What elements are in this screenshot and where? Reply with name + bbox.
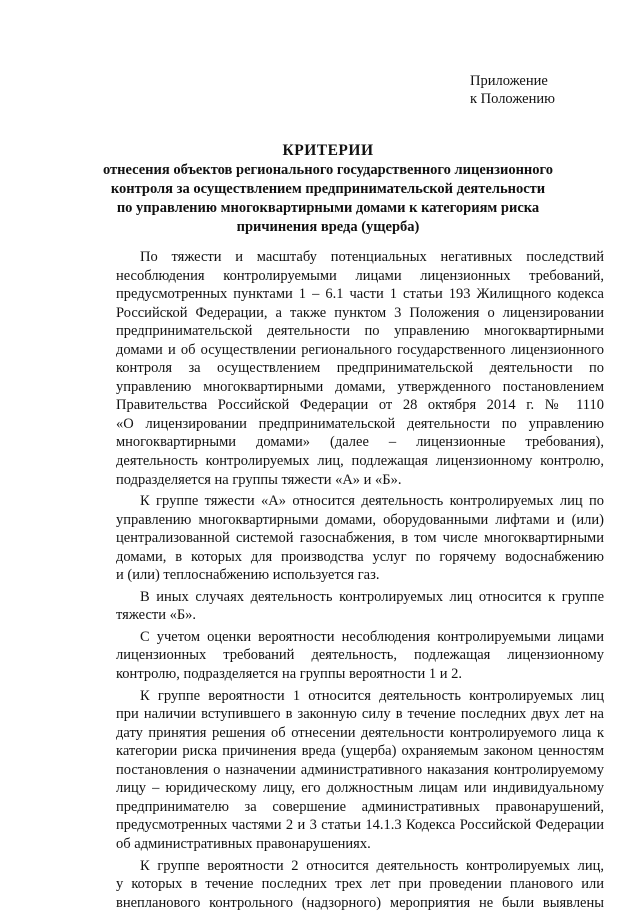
paragraph-line: подразделяется на группы тяжести «А» и «Б». (116, 471, 402, 488)
paragraph-line: домами и об осуществлении регионального государственного лицензионного (116, 341, 604, 358)
appendix-line-1: Приложение (470, 73, 548, 89)
paragraph-line: многоквартирными домами» (далее – лицензионные требования), (116, 434, 604, 451)
paragraph-line: и (или) теплоснабжению используется газ. (116, 567, 380, 584)
paragraph (116, 687, 604, 854)
paragraph-line: при наличии вступившего в законную силу в течение последних двух лет на (116, 706, 604, 723)
paragraph-line: предусмотренных частями 2 и 3 статьи 14.1.3 Кодекса Российской Федерации (116, 817, 604, 834)
paragraph-line: К группе тяжести «А» относится деятельность контролируемых лиц по (140, 493, 604, 510)
paragraph-line: внепланового контрольного (надзорного) мероприятия не были выявлены (116, 894, 604, 911)
paragraph-line: лицензионных требований деятельность, подлежащая лицензионному (116, 647, 604, 664)
paragraph-line: об административных правонарушениях. (116, 835, 371, 852)
document-title: КРИТЕРИИ (282, 142, 374, 159)
subtitle-line: по управлению многоквартирными домами к категориям риска (116, 200, 540, 216)
paragraph-line: тяжести «Б». (116, 607, 197, 624)
paragraph-line: дату принятия решения об отнесении деятельности контролируемого лица к (116, 724, 604, 741)
paragraph (116, 248, 604, 489)
paragraph-line: предусмотренных пунктами 1 – 6.1 части 1 статьи 193 Жилищного кодекса (116, 286, 604, 303)
subtitle-line: контроля за осуществлением предпринимательской деятельности (110, 181, 546, 197)
paragraph-line: К группе вероятности 2 относится деятельность контролируемых лиц, (140, 857, 604, 874)
paragraph-line: К группе вероятности 1 относится деятельность контролируемых лиц (140, 687, 604, 704)
subtitle-line: отнесения объектов регионального государственного лицензионного (102, 162, 554, 178)
paragraph (116, 588, 604, 625)
paragraph-line: у которых в течение последних трех лет при проведении планового или (116, 876, 604, 893)
paragraph (116, 628, 604, 684)
paragraph-line: централизованной системой газоснабжения, в том числе многоквартирными (116, 530, 604, 547)
paragraph-line: предпринимателю за совершение административных правонарушений, (116, 798, 604, 815)
paragraph-line: лицу – юридическому лицу, его должностным лицам или индивидуальному (116, 780, 604, 797)
paragraph-line: По тяжести и масштабу потенциальных негативных последствий (140, 249, 604, 265)
paragraph-line: Российской Федерации, а также пунктом 3 Положения о лицензировании (116, 304, 604, 321)
paragraph-line: «О лицензировании предпринимательской деятельности по управлению (116, 415, 604, 432)
document-subtitle (100, 161, 556, 237)
subtitle-line: причинения вреда (ущерба) (236, 219, 420, 235)
paragraph-line: постановления о назначении административного наказания контролируемому (116, 761, 604, 778)
paragraph-line: контроля за осуществлением предпринимательской деятельности по (116, 360, 604, 377)
paragraph (116, 492, 604, 585)
paragraph-line: В иных случаях деятельность контролируемых лиц относится к группе (140, 588, 604, 605)
paragraph (116, 857, 604, 913)
paragraph-line: С учетом оценки вероятности несоблюдения контролируемыми лицами (140, 628, 604, 645)
paragraph-line: Правительства Российской Федерации от 28 октября 2014 г. № 1110 (116, 397, 604, 414)
document-heading (100, 141, 556, 237)
paragraph-line: управлению многоквартирными домами, оборудованными лифтами и (или) (116, 511, 604, 528)
paragraph-line: категории риска причинения вреда (ущерба) охраняемым законом ценностям (116, 743, 604, 760)
paragraph-line: предпринимательской деятельности по управлению многоквартирными (116, 323, 604, 340)
paragraph-line: несоблюдения контролируемыми лицами лицензионных требований, (116, 267, 604, 284)
paragraph-line: контролю, подразделяется на группы вероятности 1 и 2. (116, 666, 463, 683)
paragraph-line: управлению многоквартирными домами, утвержденного постановлением (116, 378, 604, 395)
appendix-line-2: к Положению (470, 91, 555, 107)
document-body (116, 248, 604, 915)
appendix-note (470, 72, 555, 108)
paragraph-line: деятельность контролируемых лиц, подлежащая лицензионному контролю, (116, 453, 604, 470)
paragraph-line: домами, в которых для производства услуг по горячему водоснабжению (116, 548, 604, 565)
